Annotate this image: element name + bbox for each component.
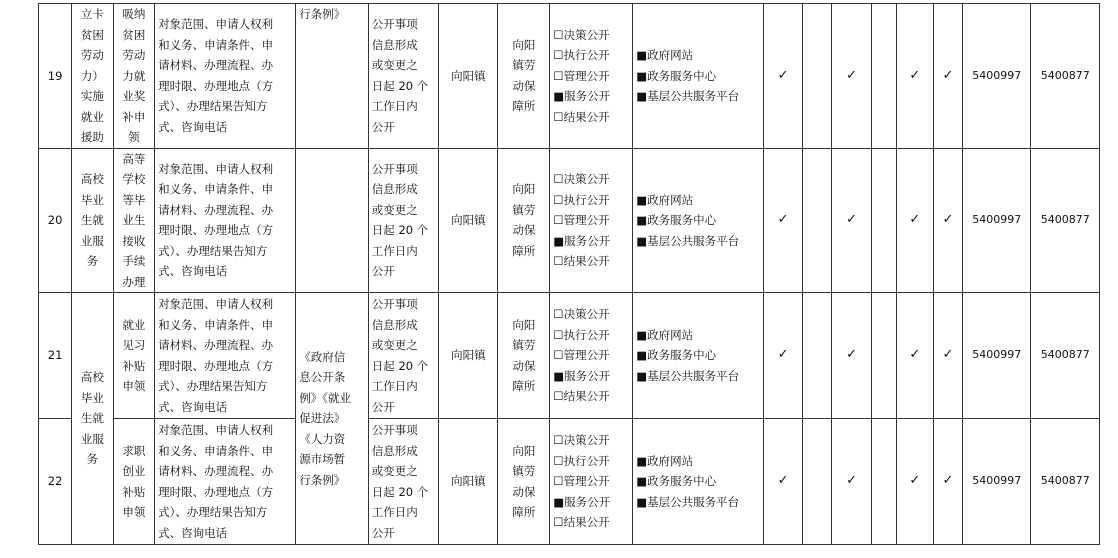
empty-cell (803, 148, 832, 293)
empty-cell (871, 293, 896, 419)
phone-number: 5400877 (1031, 293, 1100, 419)
disclosure-subject: 向阳镇 (439, 293, 498, 419)
check-mark: ✓ (832, 293, 871, 419)
item-subcategory: 吸纳 贫困 劳动 力就 业奖 补申 领 (113, 4, 154, 149)
check-mark: ✓ (832, 148, 871, 293)
disclosure-basis: 《政府信 息公开条 例》《就业 促进法》 《人力资 源市场暂 行条例》 (296, 293, 369, 545)
responsible-unit: 向阳 镇劳 动保 障所 (498, 293, 550, 419)
table-row (39, 293, 1100, 419)
row-number: 19 (39, 4, 72, 149)
table-row (39, 148, 1100, 293)
responsible-unit: 向阳 镇劳 动保 障所 (498, 148, 550, 293)
disclosure-scope: ☐决策公开 ☐执行公开 ☐管理公开 ■服务公开 ☐结果公开 (550, 293, 633, 419)
disclosure-subject: 向阳镇 (439, 148, 498, 293)
empty-cell (803, 293, 832, 419)
check-mark: ✓ (896, 148, 933, 293)
check-mark: ✓ (933, 293, 962, 419)
check-mark: ✓ (933, 419, 962, 545)
check-mark: ✓ (896, 419, 933, 545)
check-mark: ✓ (832, 419, 871, 545)
disclosure-time: 公开事项 信息形成 或变更之 日起 20 个 工作日内 公开 (368, 148, 439, 293)
phone-number: 5400997 (963, 4, 1031, 149)
phone-number: 5400997 (963, 293, 1031, 419)
phone-number: 5400997 (963, 148, 1031, 293)
check-mark: ✓ (896, 4, 933, 149)
check-mark: ✓ (763, 4, 802, 149)
check-mark: ✓ (763, 293, 802, 419)
empty-cell (871, 419, 896, 545)
check-mark: ✓ (933, 4, 962, 149)
check-mark: ✓ (763, 148, 802, 293)
item-category: 高校 毕业 生就 业服 务 (72, 148, 113, 293)
empty-cell (871, 4, 896, 149)
table-row (39, 419, 1100, 545)
disclosure-channel: ■政府网站 ■政务服务中心 ■基层公共服务平台 (633, 4, 764, 149)
disclosure-time: 公开事项 信息形成 或变更之 日起 20 个 工作日内 公开 (368, 4, 439, 149)
disclosure-basis (296, 148, 369, 293)
disclosure-content: 对象范围、申请人权利 和义务、申请条件、申 请材料、办理流程、办 理时限、办理地点（方 式）、办理结果告知方 式、咨询电话 (155, 293, 296, 419)
disclosure-content: 对象范围、申请人权利 和义务、申请条件、申 请材料、办理流程、办 理时限、办理地点（方 式）、办理结果告知方 式、咨询电话 (155, 148, 296, 293)
disclosure-content: 对象范围、申请人权利 和义务、申请条件、申 请材料、办理流程、办 理时限、办理地点（方 式）、办理结果告知方 式、咨询电话 (155, 4, 296, 149)
disclosure-scope: ☐决策公开 ☐执行公开 ☐管理公开 ■服务公开 ☐结果公开 (550, 148, 633, 293)
check-mark: ✓ (933, 148, 962, 293)
disclosure-time: 公开事项 信息形成 或变更之 日起 20 个 工作日内 公开 (368, 419, 439, 545)
row-number: 21 (39, 293, 72, 419)
row-number: 22 (39, 419, 72, 545)
empty-cell (871, 148, 896, 293)
check-mark: ✓ (763, 419, 802, 545)
disclosure-channel: ■政府网站 ■政务服务中心 ■基层公共服务平台 (633, 148, 764, 293)
disclosure-content: 对象范围、申请人权利 和义务、申请条件、申 请材料、办理流程、办 理时限、办理地点（方 式）、办理结果告知方 式、咨询电话 (155, 419, 296, 545)
responsible-unit: 向阳 镇劳 动保 障所 (498, 4, 550, 149)
item-subcategory: 高等 学校 等毕 业生 接收 手续 办理 (113, 148, 154, 293)
row-number: 20 (39, 148, 72, 293)
disclosure-scope: ☐决策公开 ☐执行公开 ☐管理公开 ■服务公开 ☐结果公开 (550, 419, 633, 545)
check-mark: ✓ (896, 293, 933, 419)
phone-number: 5400877 (1031, 4, 1100, 149)
disclosure-subject: 向阳镇 (439, 4, 498, 149)
item-subcategory: 就业 见习 补贴 申领 (113, 293, 154, 419)
phone-number: 5400877 (1031, 419, 1100, 545)
check-mark: ✓ (832, 4, 871, 149)
phone-number: 5400877 (1031, 148, 1100, 293)
disclosure-time: 公开事项 信息形成 或变更之 日起 20 个 工作日内 公开 (368, 293, 439, 419)
responsible-unit: 向阳 镇劳 动保 障所 (498, 419, 550, 545)
item-category: 立卡 贫困 劳动 力） 实施 就业 援助 (72, 4, 113, 149)
disclosure-subject: 向阳镇 (439, 419, 498, 545)
phone-number: 5400997 (963, 419, 1031, 545)
disclosure-channel: ■政府网站 ■政务服务中心 ■基层公共服务平台 (633, 419, 764, 545)
empty-cell (803, 4, 832, 149)
disclosure-table (38, 3, 1100, 545)
empty-cell (803, 419, 832, 545)
disclosure-scope: ☐决策公开 ☐执行公开 ☐管理公开 ■服务公开 ☐结果公开 (550, 4, 633, 149)
item-category: 高校 毕业 生就 业服 务 (72, 293, 113, 545)
disclosure-basis: 行条例》 (296, 4, 369, 149)
item-subcategory: 求职 创业 补贴 申领 (113, 419, 154, 545)
table-row (39, 4, 1100, 149)
disclosure-channel: ■政府网站 ■政务服务中心 ■基层公共服务平台 (633, 293, 764, 419)
